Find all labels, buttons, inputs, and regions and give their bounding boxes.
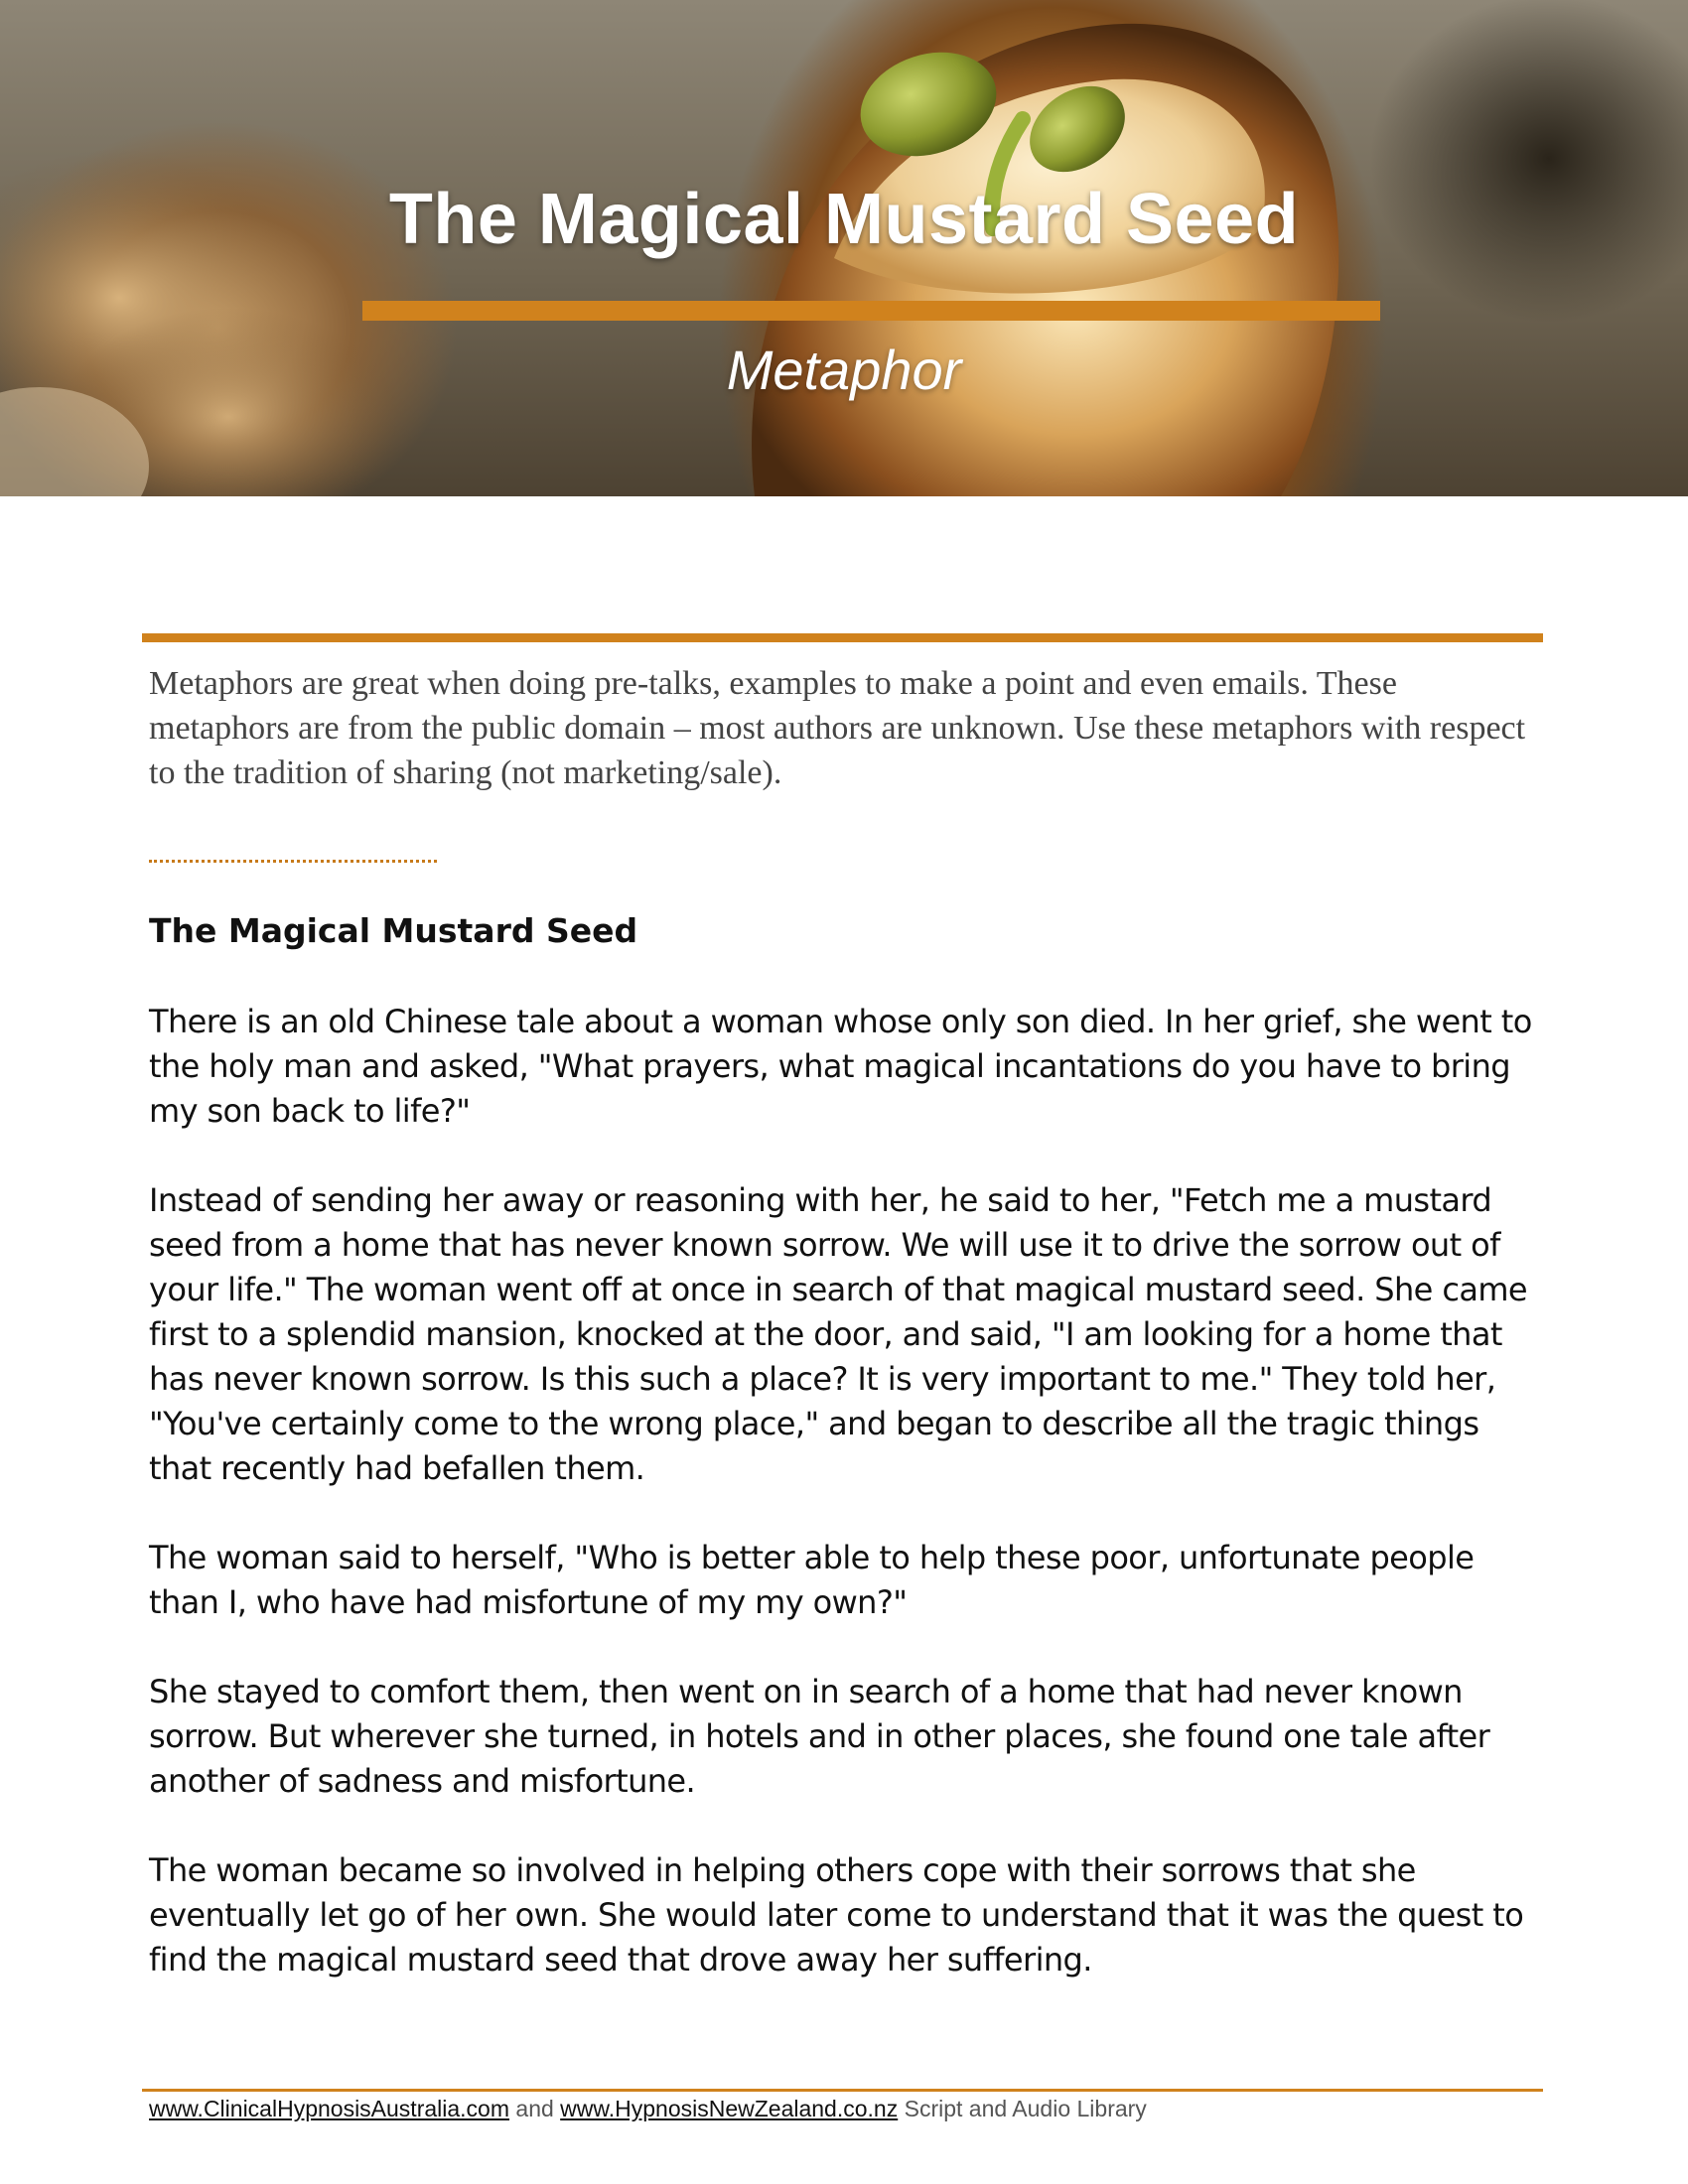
intro-paragraph: Metaphors are great when doing pre-talks, examples to make a point and even emails. These metaphors are from the public domain – most authors are unknown. Use these metaphors with respect to the tradition of sharing (not marketing/sale). — [149, 665, 1526, 791]
story-paragraph: She stayed to comfort them, then went on in search of a home that had never known sorrow. But wherever she turned, in hotels and in other places, she found one tale after another of sadness and misfortune. — [149, 1673, 1490, 1800]
clinical-hypnosis-australia-link[interactable]: www.ClinicalHypnosisAustralia.com — [149, 2096, 510, 2121]
header-banner — [0, 0, 1688, 496]
hypnosis-new-zealand-link[interactable]: www.HypnosisNewZealand.co.nz — [560, 2096, 899, 2121]
page-subtitle: Metaphor — [726, 339, 962, 401]
story-paragraph: The woman said to herself, "Who is better able to help these poor, unfortunate people than I, who have had misfortune of my my own?" — [149, 1539, 1475, 1621]
title-underline — [362, 301, 1380, 321]
section-divider — [142, 633, 1543, 642]
footer-suffix: Script and Audio Library — [904, 2096, 1147, 2121]
story-paragraph: Instead of sending her away or reasoning with her, he said to her, "Fetch me a mustard seed from a home that has never known sorrow. We will use it to drive the sorrow out of your life." The woman went off at once in search of that magical mustard seed. She came first to a splendid mansion, knocked at the door, and said, "I am looking for a home that has never known sorrow. Is this such a place? It is very important to me." They told her, "You've certainly come to the wrong place," and began to describe all the tragic things that recently had befallen them. — [149, 1181, 1527, 1487]
footer-connector: and — [515, 2096, 554, 2121]
story-paragraph: The woman became so involved in helping others cope with their sorrows that she eventually let go of her own. She would later come to understand that it was the quest to find the magical mustard seed that drove away her suffering. — [149, 1851, 1524, 1979]
story-paragraph: There is an old Chinese tale about a woman whose only son died. In her grief, she went to the holy man and asked, "What prayers, what magical incantations do you have to bring my son back to life?" — [149, 1003, 1532, 1130]
story-title: The Magical Mustard Seed — [149, 911, 638, 950]
story-body — [149, 1000, 1539, 2027]
dotted-separator — [149, 860, 437, 863]
footer-divider — [142, 2089, 1543, 2092]
footer — [149, 2096, 1147, 2122]
page-title: The Magical Mustard Seed — [388, 180, 1300, 259]
